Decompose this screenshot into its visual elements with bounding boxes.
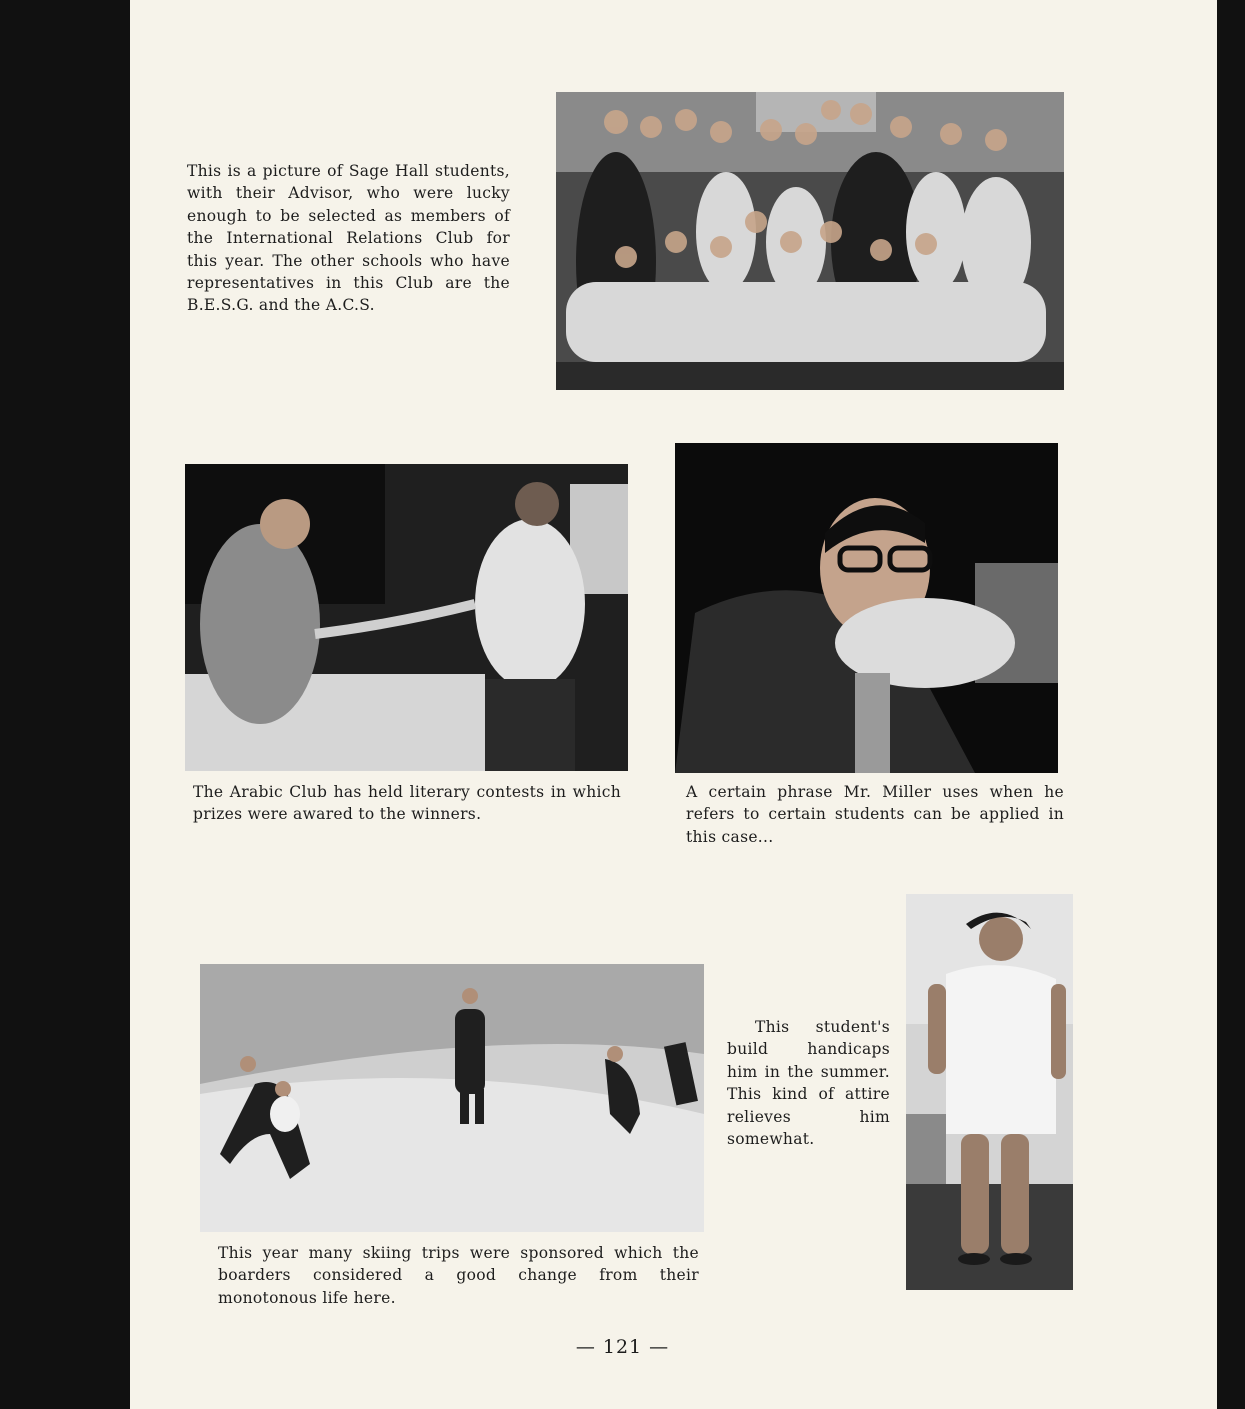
photo-student-summer-attire <box>906 894 1073 1290</box>
caption-sage-hall: This is a picture of Sage Hall students, with their Advisor, who were lucky enough to be selected as members of the International Relations Club for this year. The other schools who have representatives in this Club are the B.E.S.G. and the A.C.S. <box>187 162 510 315</box>
photo-mr-miller <box>675 443 1058 773</box>
scan-border-right <box>1217 0 1245 1409</box>
caption-student-build: This student's build handicaps him in the summer. This kind of attire relieves him somewhat. <box>727 1018 890 1149</box>
photo-skiing-trip <box>200 964 704 1232</box>
photo-arabic-club-handshake <box>185 464 628 771</box>
photo-sage-hall-group <box>556 92 1064 390</box>
page-number: — 121 — <box>575 1336 670 1358</box>
caption-arabic-club: The Arabic Club has held literary contests in which prizes were awared to the winners. <box>193 783 621 824</box>
caption-mr-miller: A certain phrase Mr. Miller uses when he refers to certain students can be applied in this case... <box>686 783 1064 846</box>
caption-skiing: This year many skiing trips were sponsored which the boarders considered a good change from their monotonous life here. <box>218 1244 699 1307</box>
scan-border-left <box>0 0 130 1409</box>
